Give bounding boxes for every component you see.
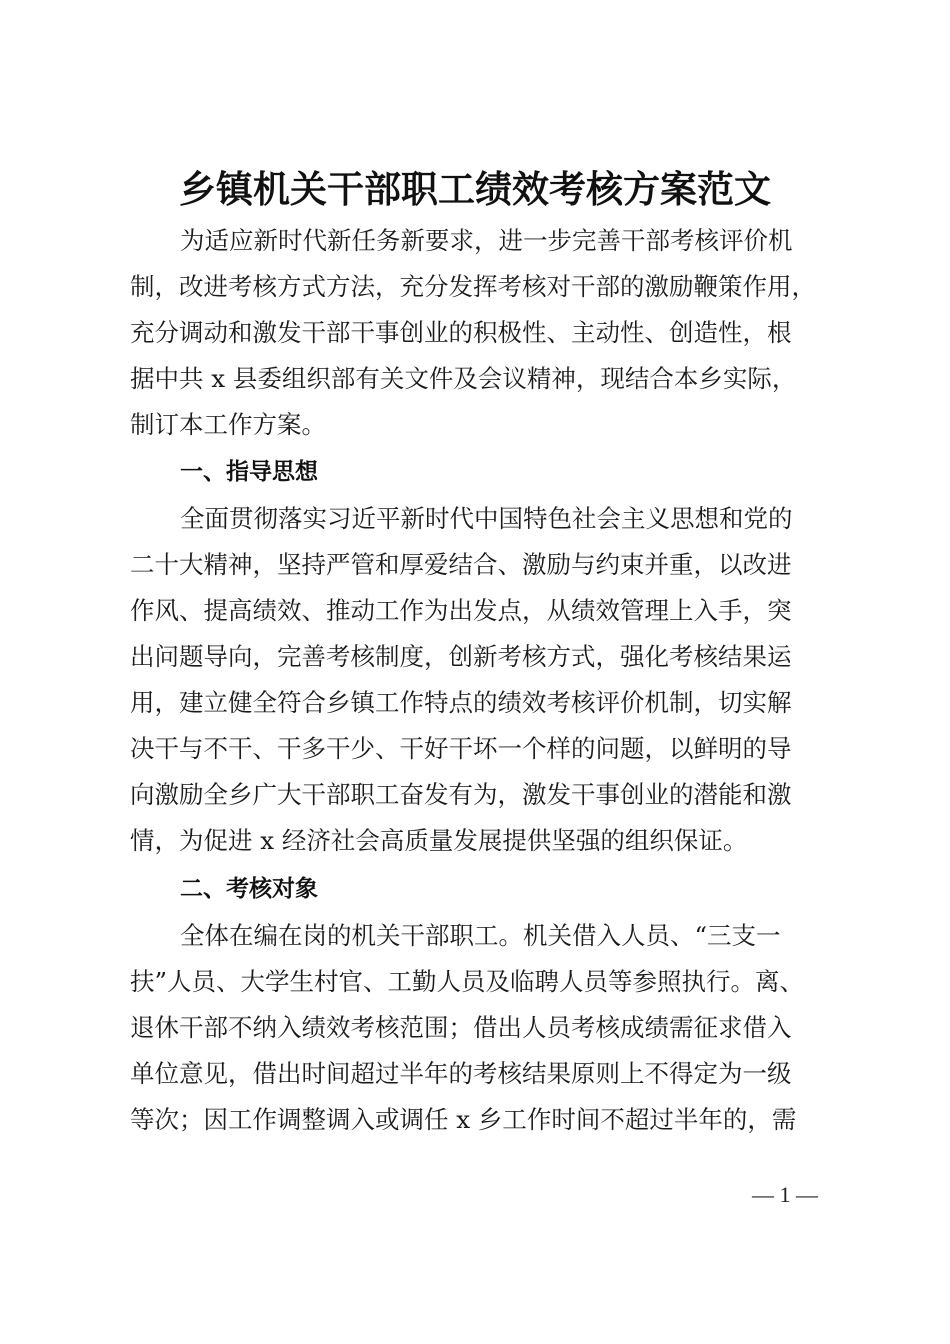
document-title: 乡镇机关干部职工绩效考核方案范文 <box>179 167 771 211</box>
section1-paragraph <box>130 496 820 864</box>
text-line: 用，建立健全符合乡镇工作特点的绩效考核评价机制，切实解 <box>130 688 792 717</box>
text-line: 情，为促进 x 经济社会高质量发展提供坚强的组织保证。 <box>130 826 748 855</box>
section2-paragraph <box>130 913 820 1143</box>
text-line: 向激励全乡广大干部职工奋发有为，激发干事创业的潜能和激 <box>130 780 792 809</box>
text-line: 决干与不干、干多干少、干好干坏一个样的问题，以鲜明的导 <box>130 734 792 763</box>
intro-paragraph <box>130 218 820 448</box>
text-line: 制订本工作方案。 <box>130 410 326 439</box>
text-line: 充分调动和激发干部干事创业的积极性、主动性、创造性，根 <box>130 318 792 347</box>
text-line: 全面贯彻落实习近平新时代中国特色社会主义思想和党的 <box>180 504 793 533</box>
text-line: 扶”人员、大学生村官、工勤人员及临聘人员等参照执行。离、 <box>130 967 805 996</box>
section-heading-assessment-targets: 二、考核对象 <box>180 876 318 902</box>
text-line: 为适应新时代新任务新要求，进一步完善干部考核评价机 <box>180 226 793 255</box>
text-line: 全体在编在岗的机关干部职工。机关借入人员、“三支一 <box>180 921 781 950</box>
section-heading-guiding-ideology: 一、指导思想 <box>180 459 318 485</box>
text-line: 等次；因工作调整调入或调任 x 乡工作时间不超过半年的，需 <box>130 1105 797 1134</box>
text-line: 单位意见，借出时间超过半年的考核结果原则上不得定为一级 <box>130 1059 792 1088</box>
text-line: 退休干部不纳入绩效考核范围；借出人员考核成绩需征求借入 <box>130 1013 792 1042</box>
text-line: 二十大精神，坚持严管和厚爱结合、激励与约束并重，以改进 <box>130 550 792 579</box>
text-line: 出问题导向，完善考核制度，创新考核方式，强化考核结果运 <box>130 642 792 671</box>
page-number: — 1 — <box>752 1182 818 1207</box>
text-line: 据中共 x 县委组织部有关文件及会议精神，现结合本乡实际， <box>130 364 797 393</box>
text-line: 制，改进考核方式方法，充分发挥考核对干部的激励鞭策作用， <box>130 272 816 301</box>
text-line: 作风、提高绩效、推动工作为出发点，从绩效管理上入手，突 <box>130 596 792 625</box>
